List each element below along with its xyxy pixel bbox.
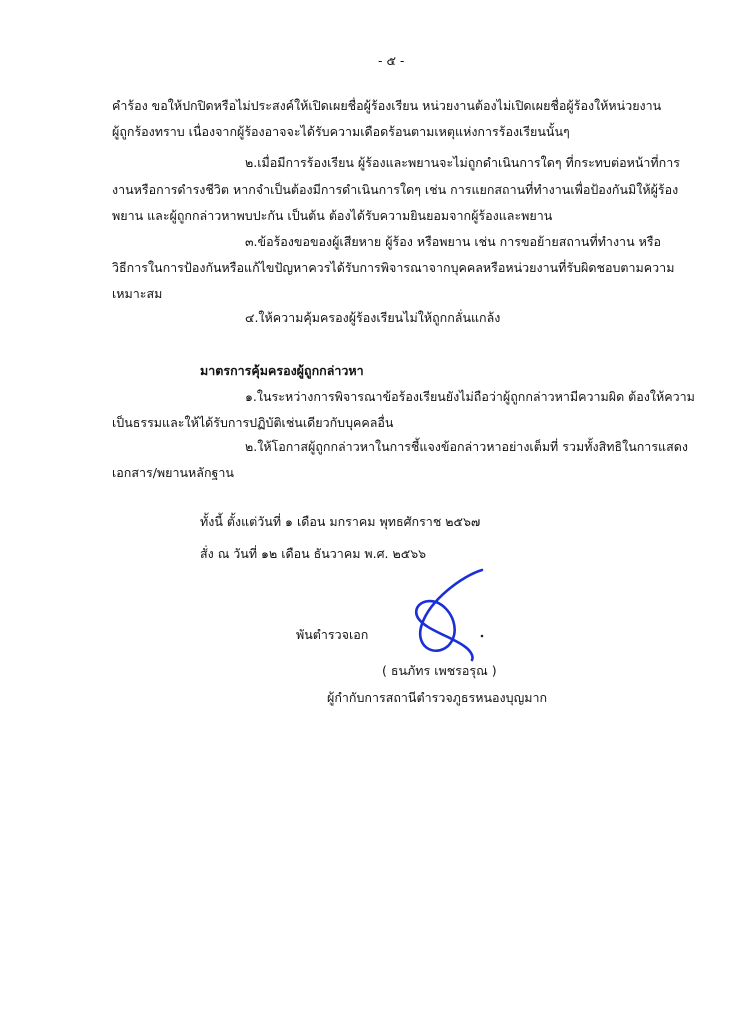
signature-dot	[481, 635, 484, 638]
paragraph-line: เอกสาร/พยานหลักฐาน	[112, 465, 234, 480]
signature-mark	[404, 566, 494, 662]
page-number: - ๕ -	[378, 53, 405, 68]
paragraph-line: ผู้ถูกร้องทราบ เนื่องจากผู้ร้องอาจจะได้รับความเดือดร้อนตามเหตุแห่งการร้องเรียนนั้นๆ	[112, 124, 570, 139]
effective-date-line: ทั้งนี้ ตั้งแต่วันที่ ๑ เดือน มกราคม พุทธศักราช ๒๕๖๗	[200, 514, 481, 529]
signer-name: ( ธนภัทร เพชรอรุณ )	[382, 663, 497, 678]
paragraph-line: ๔.ให้ความคุ้มครองผู้ร้องเรียนไม่ให้ถูกกลั่นแกล้ง	[245, 310, 501, 325]
signer-rank: พันตำรวจเอก	[296, 627, 369, 642]
order-date-line: สั่ง ณ วันที่ ๑๒ เดือน ธันวาคม พ.ศ. ๒๕๖๖	[200, 546, 427, 561]
section-heading: มาตรการคุ้มครองผู้ถูกกล่าวหา	[200, 363, 364, 378]
paragraph-line: ๒.เมื่อมีการร้องเรียน ผู้ร้องและพยานจะไม่ถูกดำเนินการใดๆ ที่กระทบต่อหน้าที่การ	[245, 155, 680, 170]
paragraph-line: เหมาะสม	[112, 286, 163, 301]
paragraph-line: งานหรือการดำรงชีวิต หากจำเป็นต้องมีการดำเนินการใดๆ เช่น การแยกสถานที่ทำงานเพื่อป้องกันมิให้ผู้ร้อง	[112, 182, 679, 197]
paragraph-line: เป็นธรรมและให้ได้รับการปฏิบัติเช่นเดียวกับบุคคลอื่น	[112, 415, 394, 430]
paragraph-line: ๑.ในระหว่างการพิจารณาข้อร้องเรียนยังไม่ถือว่าผู้ถูกกล่าวหามีความผิด ต้องให้ความ	[245, 389, 695, 404]
paragraph-line: พยาน และผู้ถูกกล่าวหาพบปะกัน เป็นต้น ต้องได้รับความยินยอมจากผู้ร้องและพยาน	[112, 208, 553, 223]
paragraph-line: ๒.ให้โอกาสผู้ถูกกล่าวหาในการชี้แจงข้อกล่าวหาอย่างเต็มที่ รวมทั้งสิทธิในการแสดง	[245, 439, 688, 454]
signer-position: ผู้กำกับการสถานีตำรวจภูธรหนองบุญมาก	[327, 690, 548, 705]
signature-stroke	[416, 570, 482, 660]
paragraph-line: คำร้อง ขอให้ปกปิดหรือไม่ประสงค์ให้เปิดเผยชื่อผู้ร้องเรียน หน่วยงานต้องไม่เปิดเผยชื่อผู้ร้องให้หน่วยงาน	[112, 98, 662, 113]
paragraph-line: ๓.ข้อร้องขอของผู้เสียหาย ผู้ร้อง หรือพยาน เช่น การขอย้ายสถานที่ทำงาน หรือ	[245, 234, 662, 249]
paragraph-line: วิธีการในการป้องกันหรือแก้ไขปัญหาควรได้รับการพิจารณาจากบุคคลหรือหน่วยงานที่รับผิดชอบตามความ	[112, 260, 675, 275]
